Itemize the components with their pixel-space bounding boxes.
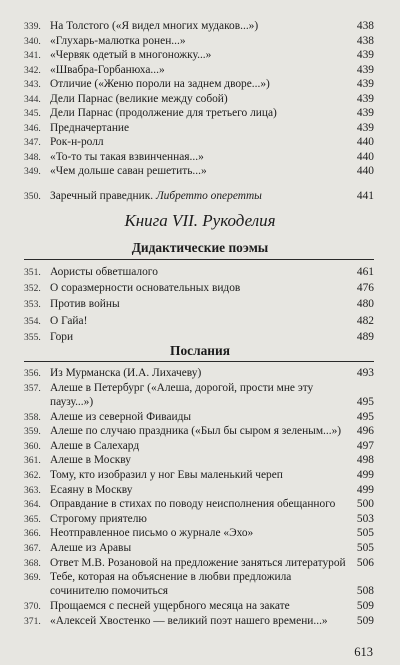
entry-title: «Швабра-Горбанюха...» bbox=[50, 63, 165, 76]
entry-page: 476 bbox=[356, 282, 374, 295]
toc-entry bbox=[24, 424, 374, 439]
toc-entry bbox=[24, 541, 374, 556]
entry-title: Отличие («Женю пороли на заднем дворе...») bbox=[50, 78, 270, 90]
entry-number: 342. bbox=[24, 64, 41, 76]
entry-page: 439 bbox=[356, 78, 374, 90]
entry-page: 440 bbox=[356, 150, 374, 163]
entry-page: 496 bbox=[356, 425, 374, 438]
entry-title: «Глухарь-малютка ронен...» bbox=[50, 34, 186, 47]
entry-number: 352. bbox=[24, 283, 41, 295]
entry-number: 359. bbox=[24, 426, 41, 438]
entry-title: Рок-н-ролл bbox=[50, 136, 104, 148]
entry-title: Строгому приятелю bbox=[50, 512, 147, 525]
entry-page: 495 bbox=[356, 410, 374, 423]
entry-page: 440 bbox=[356, 165, 374, 177]
section-heading: Послания bbox=[170, 343, 230, 358]
entry-title: О Гайа! bbox=[50, 314, 88, 327]
entry-page: 439 bbox=[356, 107, 374, 119]
toc-entry bbox=[24, 556, 374, 571]
toc-entry bbox=[24, 439, 374, 454]
entry-number: 358. bbox=[24, 411, 41, 423]
entry-number: 340. bbox=[24, 35, 41, 47]
entry-number: 368. bbox=[24, 557, 41, 569]
toc-entry bbox=[24, 468, 374, 483]
entry-number: 353. bbox=[24, 299, 41, 311]
toc-entry bbox=[24, 483, 374, 498]
toc-entry bbox=[24, 19, 374, 34]
entry-title: Тому, кто изобразил у ног Евы маленький череп bbox=[50, 469, 283, 481]
entry-number: 367. bbox=[24, 543, 41, 554]
toc-entry bbox=[24, 77, 374, 92]
entry-title: Алеше в Москву bbox=[50, 454, 131, 467]
entry-page: 438 bbox=[356, 34, 374, 47]
entry-page: 508 bbox=[356, 585, 374, 598]
entry-title: «Алексей Хвостенко — великий поэт нашего времени...» bbox=[50, 614, 328, 627]
section-heading: Дидактические поэмы bbox=[131, 240, 269, 255]
entry-number: 345. bbox=[24, 108, 41, 119]
entry-title: Алеше в Петербург («Алеша, дорогой, прости мне эту паузу...») bbox=[50, 381, 314, 408]
entry-title: Неотправленное письмо о журнале «Эхо» bbox=[50, 527, 254, 540]
toc-entry bbox=[24, 92, 374, 107]
entry-title: Тебе, которая на объяснение в любви предложила сочинителю помочиться bbox=[50, 571, 292, 598]
page-number: 613 bbox=[354, 645, 373, 659]
entry-number: 348. bbox=[24, 151, 41, 163]
entry-number: 370. bbox=[24, 601, 41, 613]
entry-number: 347. bbox=[24, 137, 41, 148]
entry-title: Аористы обветшалого bbox=[50, 266, 158, 278]
entry-number: 344. bbox=[24, 93, 41, 105]
entry-number: 341. bbox=[24, 50, 41, 61]
entry-title: «Червяк одетый в многоножку...» bbox=[50, 49, 212, 61]
toc-entry bbox=[24, 381, 374, 409]
entry-title-italic: Либретто оперетты bbox=[155, 190, 262, 202]
toc-entry bbox=[24, 48, 374, 63]
entry-title: Оправдание в стихах по поводу неисполнения обещанного bbox=[50, 498, 336, 511]
toc-entry bbox=[24, 297, 374, 312]
entry-number: 363. bbox=[24, 484, 41, 496]
entry-number: 343. bbox=[24, 79, 41, 90]
toc-entry bbox=[24, 281, 374, 296]
entry-title: «То-то ты такая взвинченная...» bbox=[50, 150, 204, 163]
toc-entry bbox=[24, 512, 374, 527]
entry-title: «Чем дольше саван решетить...» bbox=[50, 165, 207, 177]
entry-page: 509 bbox=[356, 614, 374, 627]
entry-title bbox=[50, 189, 350, 204]
toc-entry bbox=[24, 526, 374, 541]
entry-number: 364. bbox=[24, 499, 41, 511]
entry-number: 360. bbox=[24, 440, 41, 452]
entry-number: 356. bbox=[24, 368, 41, 379]
toc-entry bbox=[24, 410, 374, 425]
entry-page: 438 bbox=[356, 20, 374, 32]
toc-entry bbox=[24, 599, 374, 614]
entry-page: 441 bbox=[356, 190, 374, 202]
entry-title: Есаяну в Москву bbox=[50, 483, 133, 496]
entry-title: Алеше в Салехард bbox=[50, 439, 140, 452]
toc-entry bbox=[24, 34, 374, 49]
entry-title: Предначертание bbox=[50, 121, 130, 134]
entry-page: 498 bbox=[356, 454, 374, 467]
entry-page: 461 bbox=[356, 266, 374, 278]
entry-title: Из Мурманска (И.А. Лихачеву) bbox=[50, 367, 202, 379]
toc-entry bbox=[24, 570, 374, 598]
entry-page: 440 bbox=[356, 136, 374, 148]
entry-title: Прощаемся с песней ущербного месяца на закате bbox=[50, 600, 290, 613]
entry-page: 503 bbox=[356, 512, 374, 525]
entry-number: 362. bbox=[24, 470, 41, 481]
entry-number: 349. bbox=[24, 166, 41, 177]
entry-number: 365. bbox=[24, 513, 41, 525]
section-rule bbox=[24, 259, 374, 260]
entry-number: 355. bbox=[24, 331, 41, 343]
toc-entry bbox=[24, 150, 374, 165]
entry-page: 509 bbox=[356, 600, 374, 613]
entry-page: 482 bbox=[356, 314, 374, 327]
entry-number: 350. bbox=[24, 191, 41, 202]
toc-entry bbox=[24, 189, 374, 204]
book-title: Книга VII. Рукоделия bbox=[124, 211, 276, 230]
entry-number: 371. bbox=[24, 615, 41, 627]
toc-entry bbox=[24, 106, 374, 121]
entry-page: 439 bbox=[356, 63, 374, 76]
entry-page: 505 bbox=[356, 527, 374, 540]
toc-entry bbox=[24, 314, 374, 329]
entry-title: Алеше из северной Фиваиды bbox=[50, 410, 192, 423]
entry-number: 351. bbox=[24, 267, 41, 278]
entry-page: 495 bbox=[356, 395, 374, 408]
entry-page: 500 bbox=[356, 498, 374, 511]
toc-entry bbox=[24, 164, 374, 179]
entry-title: Алеше по случаю праздника («Был бы сыром я зеленым...») bbox=[50, 425, 342, 438]
entry-title: Против войны bbox=[50, 298, 120, 311]
entry-page: 439 bbox=[356, 49, 374, 61]
section-rule bbox=[24, 361, 374, 362]
toc-entry bbox=[24, 121, 374, 136]
entry-number: 354. bbox=[24, 315, 41, 327]
entry-page: 497 bbox=[356, 439, 374, 452]
entry-title-main: Заречный праведник. bbox=[50, 190, 156, 202]
entry-number: 357. bbox=[24, 382, 41, 394]
entry-title: Алеше из Аравы bbox=[50, 542, 132, 554]
toc-entry bbox=[24, 265, 374, 280]
entry-page: 499 bbox=[356, 483, 374, 496]
toc-entry bbox=[24, 63, 374, 78]
entry-page: 505 bbox=[356, 542, 374, 554]
toc-entry bbox=[24, 135, 374, 150]
entry-page: 493 bbox=[356, 367, 374, 379]
entry-title: Дели Парнас (великие между собой) bbox=[50, 92, 228, 105]
entry-number: 366. bbox=[24, 528, 41, 540]
toc-entry bbox=[24, 614, 374, 629]
toc-entry bbox=[24, 497, 374, 512]
entry-page: 439 bbox=[356, 92, 374, 105]
entry-title: На Толстого («Я видел многих мудаков...») bbox=[50, 20, 259, 32]
entry-title: Дели Парнас (продолжение для третьего лица) bbox=[50, 107, 277, 119]
entry-number: 339. bbox=[24, 21, 41, 32]
entry-page: 506 bbox=[356, 556, 374, 569]
entry-title: О соразмерности основательных видов bbox=[50, 282, 241, 295]
entry-number: 361. bbox=[24, 455, 41, 467]
entry-page: 489 bbox=[356, 330, 374, 343]
entry-page: 480 bbox=[356, 298, 374, 311]
entry-number: 369. bbox=[24, 572, 41, 584]
entry-title: Ответ М.В. Розановой на предложение заняться литературой bbox=[50, 556, 346, 569]
entry-page: 439 bbox=[356, 121, 374, 134]
entry-title: Гори bbox=[50, 330, 74, 343]
entry-number: 346. bbox=[24, 122, 41, 134]
toc-entry bbox=[24, 453, 374, 468]
toc-entry bbox=[24, 366, 374, 381]
entry-page: 499 bbox=[356, 469, 374, 481]
